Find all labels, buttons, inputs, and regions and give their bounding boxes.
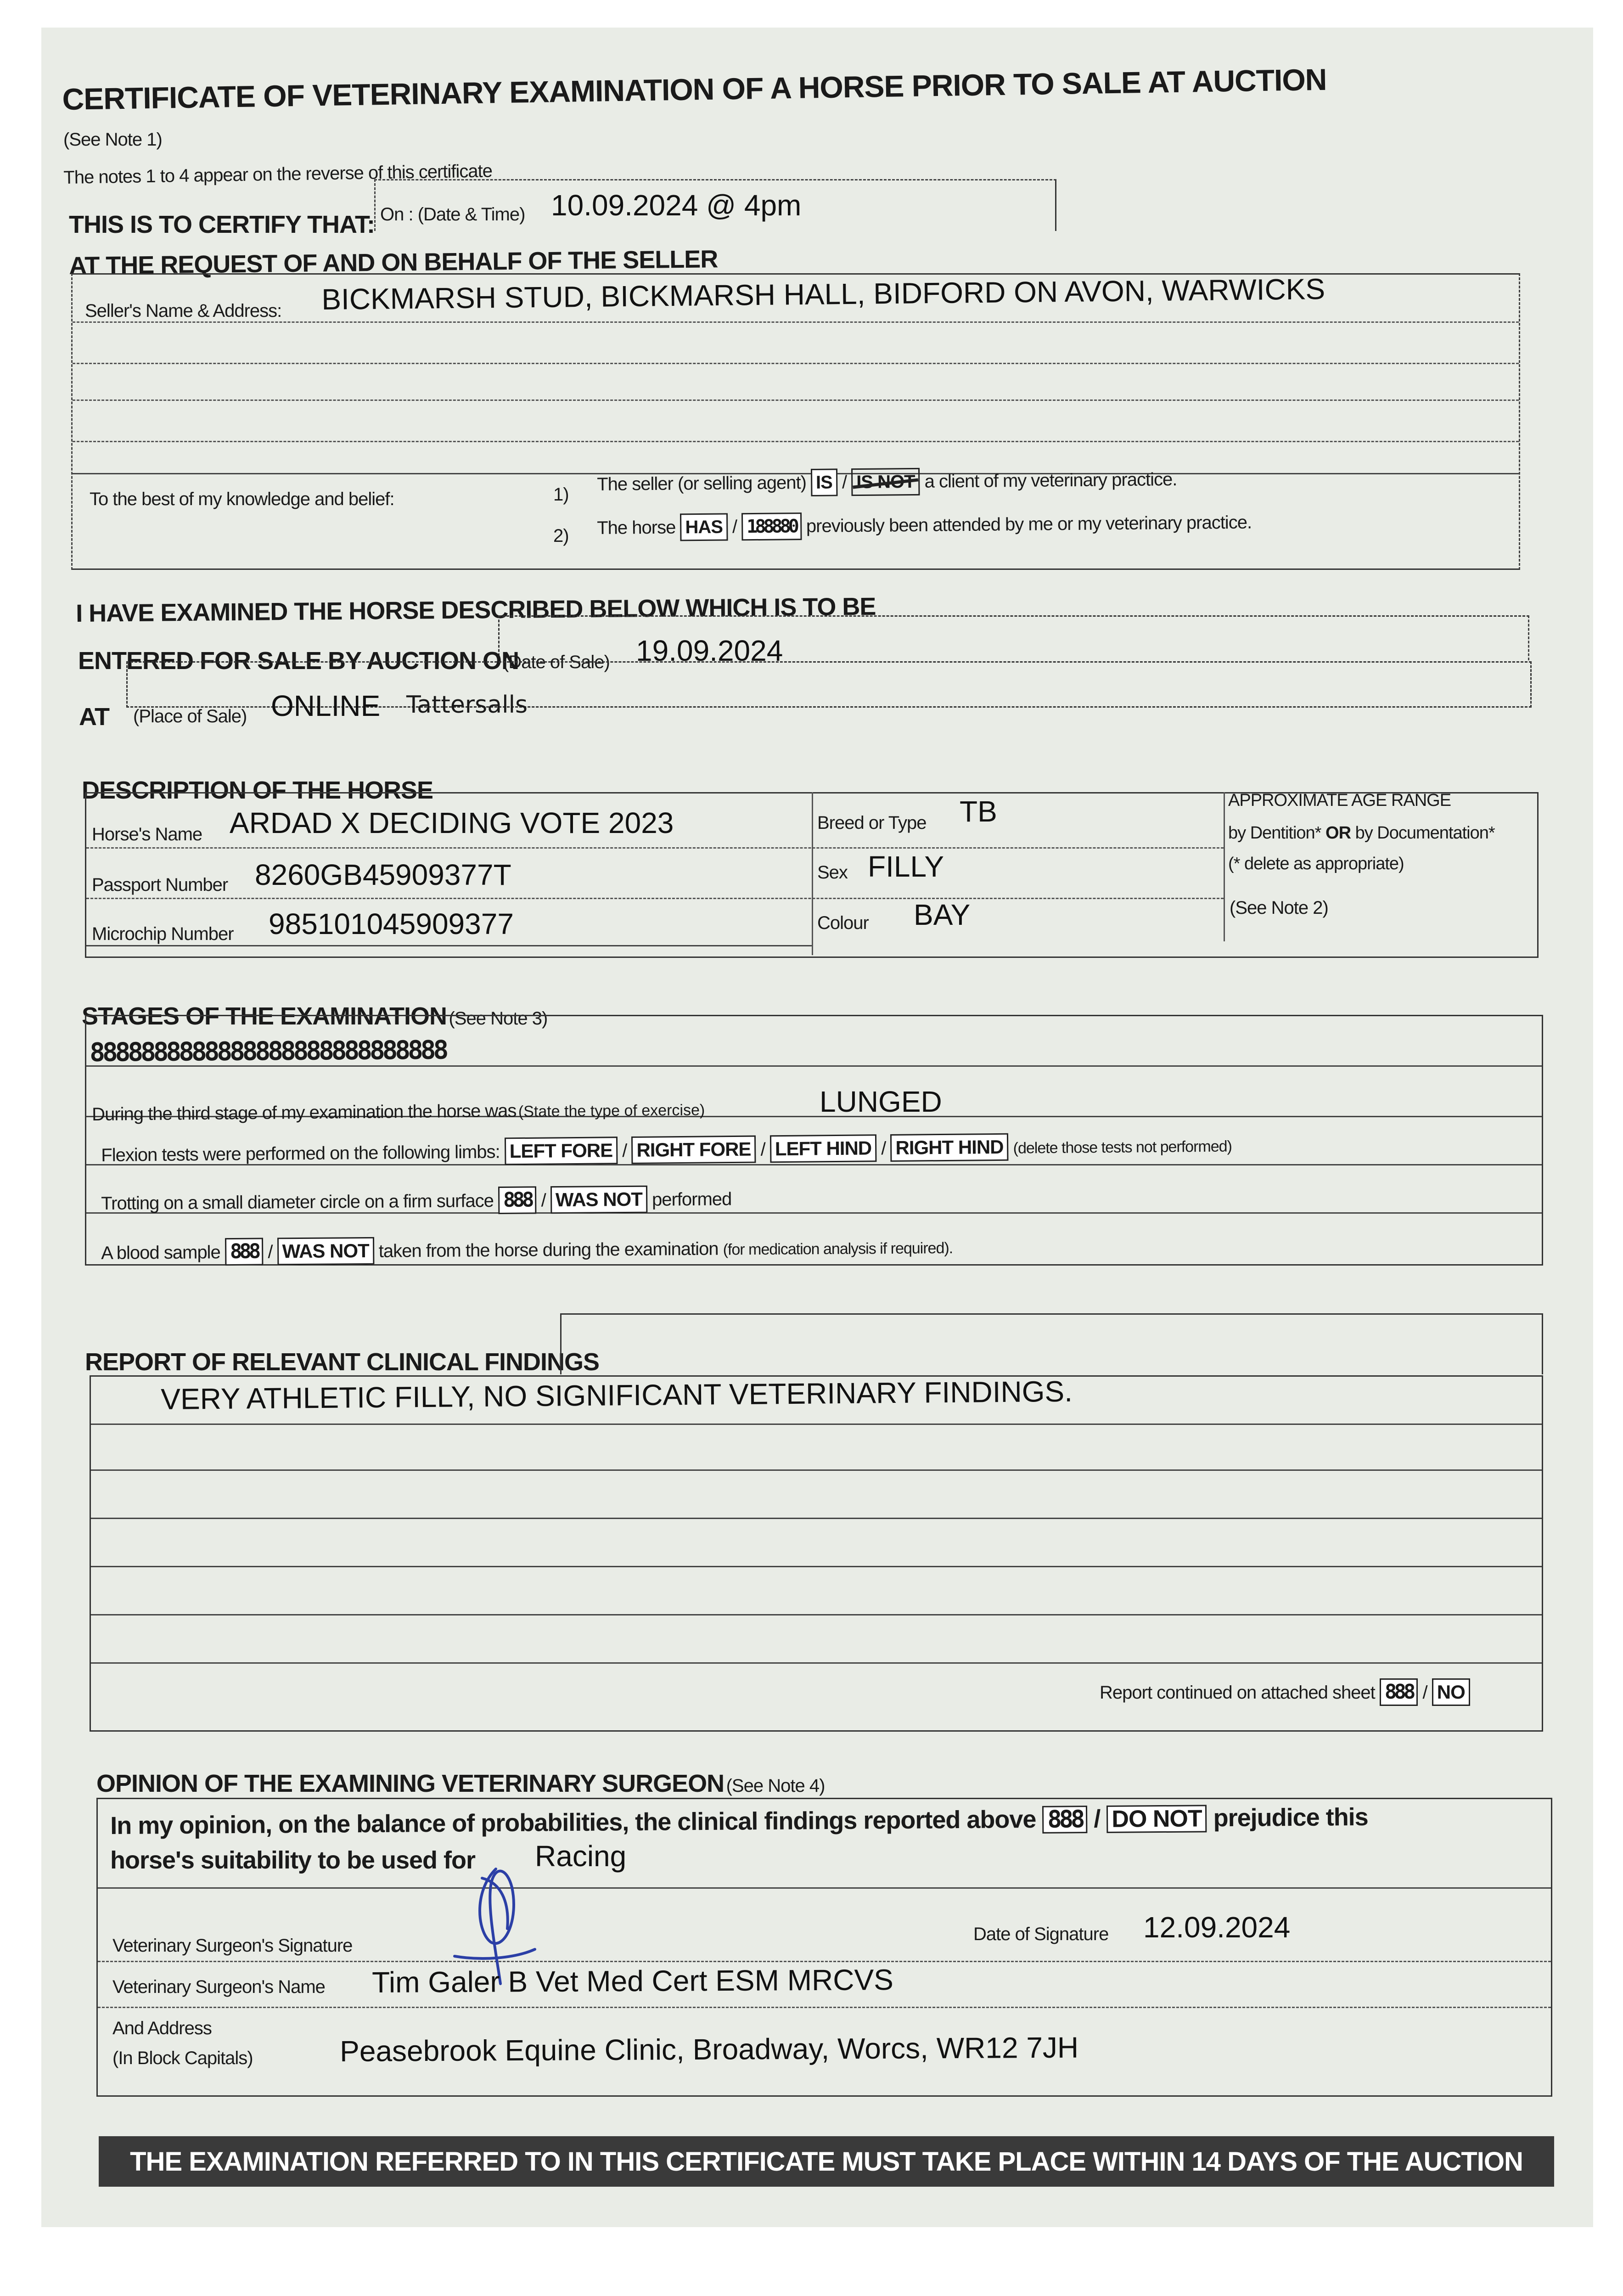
- horse-name-label: Horse's Name: [92, 824, 202, 844]
- flexion-hint: (delete those tests not performed): [1013, 1137, 1232, 1157]
- age-dentition[interactable]: by Dentition*: [1228, 823, 1321, 843]
- report-continued-row: [1100, 1678, 1470, 1706]
- trotting-was-option-deleted[interactable]: 888: [498, 1186, 537, 1214]
- report-heading-box: [560, 1313, 1543, 1374]
- opinion-line-2: [98, 1961, 1551, 1962]
- blood-slash: /: [268, 1242, 273, 1262]
- horse-row-2: [86, 898, 1224, 899]
- seller-heading: AT THE REQUEST OF AND ON BEHALF OF THE SELLER: [69, 245, 718, 280]
- limb-left-hind[interactable]: LEFT HIND: [770, 1134, 877, 1163]
- item1-num: 1): [553, 484, 569, 505]
- see-note-1: (See Note 1): [63, 129, 162, 150]
- opinion-note: (See Note 4): [726, 1776, 825, 1796]
- certify-label: THIS IS TO CERTIFY THAT:: [69, 211, 375, 238]
- sale-heading: I HAVE EXAMINED THE HORSE DESCRIBED BELOW WHICH IS TO BE: [76, 592, 876, 627]
- seller-name-value[interactable]: BICKMARSH STUD, BICKMARSH HALL, BIDFORD ON AVON, WARWICKS: [321, 272, 1325, 316]
- seller-is-option[interactable]: IS: [811, 468, 837, 496]
- horse-name-value[interactable]: ARDAD X DECIDING VOTE 2023: [230, 806, 674, 839]
- item2-slash: /: [732, 517, 737, 537]
- date-signature-label: Date of Signature: [973, 1924, 1109, 1944]
- item2-text-b: previously been attended by me or my veterinary practice.: [806, 512, 1252, 537]
- report-line-3: [91, 1518, 1542, 1519]
- report-continued-no[interactable]: NO: [1432, 1678, 1470, 1706]
- breed-label: Breed or Type: [817, 813, 927, 833]
- report-continued-slash: /: [1422, 1683, 1427, 1703]
- date-signature-value[interactable]: 12.09.2024: [1143, 1911, 1291, 1944]
- limb-slash-2: /: [760, 1139, 765, 1160]
- notes-line: The notes 1 to 4 appear on the reverse of this certificate: [63, 161, 493, 188]
- vet-name-label: Veterinary Surgeon's Name: [112, 1977, 325, 1997]
- sale-date-label: (Date of Sale): [503, 652, 610, 672]
- trotting-was-not-option[interactable]: WAS NOT: [550, 1186, 647, 1214]
- age-or: OR: [1325, 823, 1351, 843]
- sex-value[interactable]: FILLY: [868, 850, 944, 883]
- sale-at-label: AT: [79, 703, 109, 731]
- seller-line-3: [73, 400, 1519, 401]
- stages-garbled-line: 8888888888888888888888888888: [90, 1035, 446, 1068]
- opinion-text-a: In my opinion, on the balance of probabilities, the clinical findings reported above: [110, 1805, 1036, 1840]
- exam-date-label: On : (Date & Time): [380, 204, 525, 225]
- report-continued-label: Report continued on attached sheet: [1100, 1683, 1375, 1703]
- opinion-slash: /: [1094, 1805, 1101, 1833]
- breed-value[interactable]: TB: [960, 795, 997, 828]
- footer-notice-text: THE EXAMINATION REFERRED TO IN THIS CERTIFICATE MUST TAKE PLACE WITHIN 14 DAYS OF THE AUCTION: [130, 2146, 1523, 2177]
- opinion-do-not-option[interactable]: DO NOT: [1106, 1805, 1207, 1833]
- limb-slash-3: /: [881, 1138, 886, 1159]
- sale-place-value: ONLINE: [271, 689, 381, 722]
- certificate-title: CERTIFICATE OF VETERINARY EXAMINATION OF A HORSE PRIOR TO SALE AT AUCTION: [62, 62, 1327, 116]
- stages-note: (See Note 3): [449, 1008, 548, 1029]
- flexion-label: Flexion tests were performed on the following limbs:: [101, 1142, 500, 1165]
- opinion-heading-row: [96, 1769, 825, 1798]
- sale-entered-label: ENTERED FOR SALE BY AUCTION ON: [78, 647, 519, 675]
- report-line-5: [91, 1614, 1542, 1615]
- seller-line-4: [73, 441, 1519, 442]
- third-stage-hint: (State the type of exercise): [518, 1101, 705, 1120]
- blood-was-not-option[interactable]: WAS NOT: [277, 1237, 374, 1265]
- horse-row-3: [86, 945, 812, 946]
- vet-name-value[interactable]: Tim Galer B Vet Med Cert ESM MRCVS: [372, 1963, 894, 1999]
- horse-has-not-option-deleted[interactable]: 188880: [741, 512, 802, 540]
- opinion-text-b: prejudice this: [1213, 1803, 1368, 1832]
- horse-col-divider-1: [812, 792, 813, 955]
- exam-date-value: 10.09.2024 @ 4pm: [551, 189, 802, 222]
- passport-value[interactable]: 8260GB45909377T: [255, 858, 511, 891]
- report-line-4: [91, 1566, 1542, 1567]
- footer-notice-bar: [99, 2136, 1554, 2187]
- horse-heading: DESCRIPTION OF THE HORSE: [82, 777, 433, 804]
- seller-name-label: Seller's Name & Address:: [85, 301, 282, 321]
- trotting-row: [101, 1185, 732, 1217]
- age-delete-hint: (* delete as appropriate): [1228, 854, 1404, 873]
- age-heading: APPROXIMATE AGE RANGE: [1228, 791, 1451, 810]
- signature-label: Veterinary Surgeon's Signature: [112, 1936, 353, 1956]
- sale-place-value-2: Tattersalls: [406, 691, 528, 719]
- knowledge-label: To the best of my knowledge and belief:: [90, 489, 394, 509]
- item1-row: [597, 466, 1177, 498]
- blood-label: A blood sample: [101, 1242, 220, 1263]
- report-line-1: [91, 1424, 1542, 1425]
- address-hint: (In Block Capitals): [112, 2048, 253, 2068]
- limb-right-hind[interactable]: RIGHT HIND: [890, 1133, 1009, 1162]
- item1-text-b: a client of my veterinary practice.: [924, 469, 1177, 492]
- report-continued-yes-deleted[interactable]: 888: [1380, 1678, 1418, 1706]
- horse-row-1: [86, 847, 1224, 849]
- sale-place-label: (Place of Sale): [133, 706, 247, 726]
- item1-slash: /: [842, 472, 847, 493]
- opinion-line-3: [98, 2007, 1551, 2008]
- item2-row: [597, 509, 1252, 542]
- blood-suffix: taken from the horse during the examination: [378, 1238, 719, 1261]
- third-stage-value[interactable]: LUNGED: [820, 1085, 942, 1118]
- opinion-line2: horse's suitability to be used for: [110, 1846, 475, 1874]
- trotting-label: Trotting on a small diameter circle on a firm surface: [101, 1191, 494, 1214]
- opinion-line-1: [98, 1887, 1551, 1889]
- report-heading: REPORT OF RELEVANT CLINICAL FINDINGS: [85, 1348, 600, 1376]
- item2-text-a: The horse: [597, 517, 676, 538]
- trotting-slash: /: [541, 1190, 546, 1211]
- report-line-2: [91, 1469, 1542, 1471]
- address-value[interactable]: Peasebrook Equine Clinic, Broadway, Worcs, WR12 7JH: [340, 2031, 1079, 2068]
- seller-line-1: [73, 321, 1519, 323]
- blood-hint: (for medication analysis if required).: [723, 1239, 953, 1259]
- age-line: [1228, 823, 1495, 843]
- seller-is-not-option-struck[interactable]: IS NOT: [851, 468, 920, 496]
- age-documentation[interactable]: by Documentation*: [1355, 823, 1495, 843]
- item2-num: 2): [553, 526, 569, 546]
- third-stage-label: During the third stage of my examination the horse was: [92, 1100, 517, 1125]
- limb-right-fore[interactable]: RIGHT FORE: [631, 1136, 756, 1164]
- limb-slash-1: /: [622, 1141, 627, 1161]
- blood-was-option-deleted[interactable]: 888: [225, 1238, 264, 1266]
- sale-date-value: 19.09.2024: [636, 634, 783, 667]
- horse-col-divider-2: [1224, 792, 1225, 941]
- opinion-use-value[interactable]: Racing: [535, 1840, 627, 1873]
- address-label: And Address: [112, 2018, 212, 2038]
- seller-line-2: [73, 363, 1519, 364]
- sex-label: Sex: [817, 862, 848, 883]
- horse-has-option[interactable]: HAS: [680, 513, 728, 541]
- item1-text-a: The seller (or selling agent): [597, 473, 807, 495]
- opinion-do-option-deleted[interactable]: 888: [1042, 1806, 1087, 1834]
- limb-left-fore[interactable]: LEFT FORE: [505, 1137, 618, 1165]
- trotting-suffix: performed: [651, 1189, 732, 1210]
- stages-heading: STAGES OF THE EXAMINATION: [82, 1002, 447, 1030]
- report-text: VERY ATHLETIC FILLY, NO SIGNIFICANT VETERINARY FINDINGS.: [161, 1374, 1073, 1416]
- age-note: (See Note 2): [1230, 898, 1328, 918]
- colour-value[interactable]: BAY: [914, 898, 971, 931]
- opinion-heading: OPINION OF THE EXAMINING VETERINARY SURGEON: [96, 1770, 724, 1797]
- colour-label: Colour: [817, 913, 869, 933]
- report-line-6: [91, 1662, 1542, 1664]
- passport-label: Passport Number: [92, 875, 228, 895]
- microchip-value[interactable]: 985101045909377: [269, 907, 514, 940]
- microchip-label: Microchip Number: [92, 924, 234, 944]
